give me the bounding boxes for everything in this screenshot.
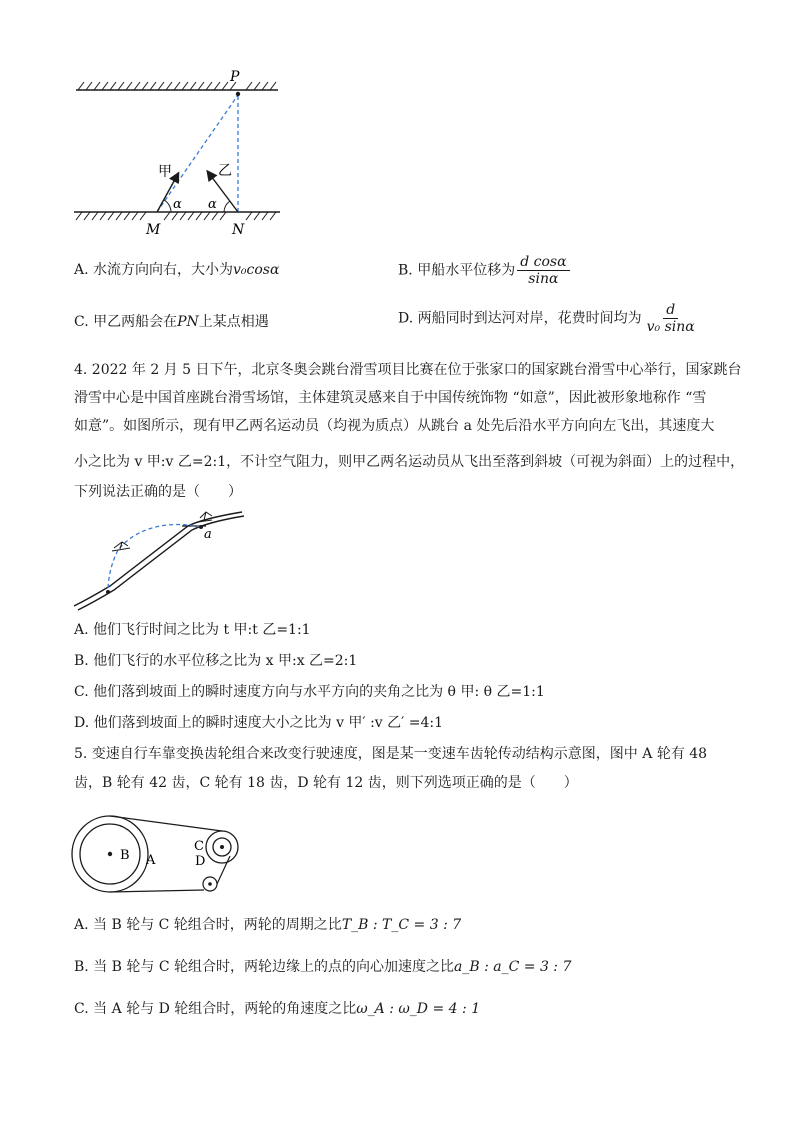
wheel-D-axle [220,845,224,849]
upper-bank [76,82,278,90]
q4-option-a: A. 他们飞行时间之比为 t 甲:t 乙=1:1 [74,622,311,638]
label-B: B [120,848,130,863]
wheel-B-axle [108,852,112,856]
q3-option-c-text: C. 甲乙两船会在 [74,314,178,330]
q3-option-d-text: D. 两船同时到达河对岸，花费时间均为 [398,310,642,327]
q5-option-c-math: ω_A : ω_D = 4 : 1 [356,1001,481,1017]
q4-option-d: D. 他们落到坡面上的瞬时速度大小之比为 v 甲′ :v 乙′ =4:1 [74,715,444,731]
q5-option-b-text: B. 当 B 轮与 C 轮组合时，两轮边缘上的点的向心加速度之比 [74,959,454,975]
river-crossing-figure [70,66,290,241]
q4-option-b: B. 他们飞行的水平位移之比为 x 甲:x 乙=2:1 [74,653,358,669]
q3-option-d-fraction [644,302,698,335]
q3-option-b-numerator: d cosα [517,254,569,271]
q3-option-b-fraction [517,254,569,287]
skier-yi-icon [112,542,130,551]
q3-option-a-text: A. 水流方向向右，大小为 [74,262,234,278]
label-alpha-N: α [208,197,217,212]
label-jia: 甲 [158,164,172,180]
q3-option-d [398,302,700,335]
q3-option-c-tail: 上某点相遇 [198,314,269,330]
path-MP-dashed [157,95,238,212]
ski-jump-figure [70,506,250,614]
angle-arc-N [224,201,230,212]
q5-option-c [74,999,480,1019]
label-P: P [230,69,240,85]
q3-option-d-numerator: d [663,302,678,319]
q4-stem-line-5: 下列说法正确的是（ ） [74,484,242,500]
q3-option-b-denominator: sinα [528,271,559,287]
q3-option-b-text: B. 甲船水平位移为 [398,262,516,279]
q5-stem-line-2: 齿，B 轮有 42 齿，C 轮有 18 齿，D 轮有 12 齿，则下列选项正确的是（ ） [74,775,578,791]
q5-option-a-math: T_B : T_C = 3 : 7 [341,917,462,933]
point-P [236,92,240,96]
q5-option-a [74,915,461,935]
point-a [199,525,203,529]
q3-option-c [74,312,269,332]
label-A: A [146,853,156,868]
q5-option-b-math: a_B : a_C = 3 : 7 [454,959,572,975]
label-a: a [204,527,212,542]
landing-point [106,590,110,594]
gear-transmission-figure [70,812,250,902]
q4-option-c: C. 他们落到坡面上的瞬时速度方向与水平方向的夹角之比为 θ 甲: θ 乙=1:1 [74,684,545,700]
q5-stem-line-1: 5. 变速自行车靠变换齿轮组合来改变行驶速度，图是某一变速车齿轮传动结构示意图，图中 A 轮有 48 [74,746,708,762]
q4-stem-line-2: 滑雪中心是中国首座跳台滑雪场馆，主体建筑灵感来自于中国传统饰物 “如意”，因此被形象地称作 “雪 [74,390,707,406]
tensioner-axle [208,882,212,886]
label-M: M [146,222,161,238]
label-alpha-M: α [173,197,182,212]
q3-option-d-denominator: v₀ sinα [646,319,695,335]
label-N: N [232,222,245,238]
slope-surface-inner [78,516,244,610]
angle-arc-M [164,200,171,212]
lower-bank [74,212,280,220]
q3-option-c-math: PN [177,314,199,330]
label-C: C [194,839,204,854]
label-D: D [195,854,206,869]
q5-option-c-text: C. 当 A 轮与 D 轮组合时，两轮的角速度之比 [74,1001,357,1017]
q3-option-b [398,254,572,287]
q5-option-a-text: A. 当 B 轮与 C 轮组合时，两轮的周期之比 [74,917,342,933]
q3-option-a [74,260,279,280]
label-yi: 乙 [218,163,232,179]
q5-option-b [74,957,571,977]
q4-stem-line-3: 如意”。如图所示，现有甲乙两名运动员（均视为质点）从跳台 a 处先后沿水平方向向左飞出，其速度大 [74,418,715,434]
skier-jia-icon [198,512,212,522]
chain-right [217,856,230,884]
chain-bottom [110,890,204,892]
q4-stem-line-1: 4. 2022 年 2 月 5 日下午，北京冬奥会跳台滑雪项目比赛在位于张家口的国家跳台滑雪中心举行，国家跳台 [74,362,742,378]
q3-option-a-math: v₀cosα [233,262,280,278]
q4-stem-line-4: 小之比为 v 甲:v 乙=2:1，不计空气阻力，则甲乙两名运动员从飞出至落到斜坡（可视为斜面）上的过程中， [74,454,745,470]
